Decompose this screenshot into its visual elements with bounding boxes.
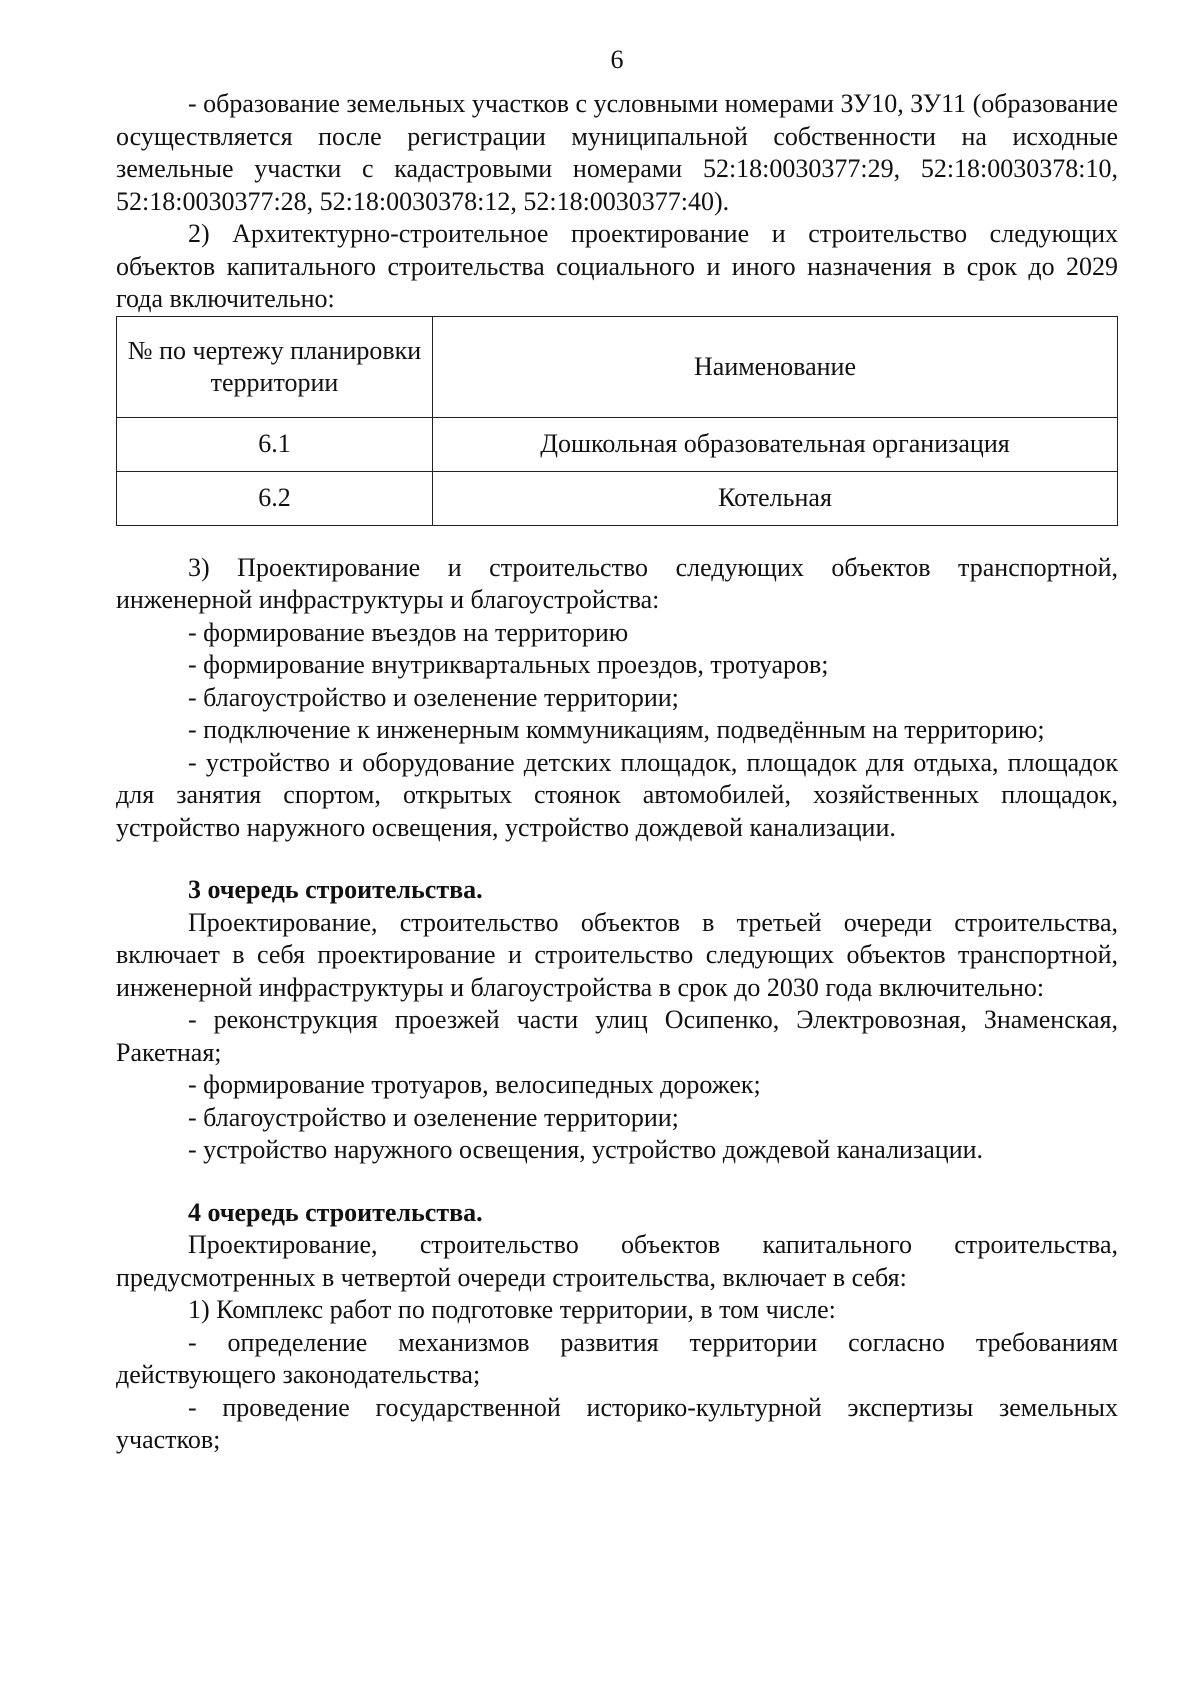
list-item: - формирование въездов на территорию xyxy=(188,617,629,647)
stage-4-item-1: 1) Комплекс работ по подготовке территории, в том числе: xyxy=(188,1295,836,1324)
table-row xyxy=(117,417,1118,471)
objects-table xyxy=(116,316,1118,526)
table-header-number: № по чертежу планировки территории xyxy=(117,316,433,417)
list-item: - формирование внутриквартальных проездов, тротуаров; xyxy=(188,650,829,679)
stage-4-heading: 4 очередь строительства. xyxy=(188,1197,483,1227)
table-header-name: Наименование xyxy=(433,316,1118,417)
list-item: - устройство и оборудование детских площадок, площадок для отдыха, площадок для занятия спортом, открытых стоянок автомобилей, хозяйственных площадок, устройство наружного освещения, устройство дождевой канализации. xyxy=(116,747,1118,842)
section-spacer xyxy=(116,1167,1118,1197)
list-item: - формирование тротуаров, велосипедных дорожек; xyxy=(188,1070,761,1099)
list-item: - реконструкция проезжей части улиц Осипенко, Электровозная, Знаменская, Ракетная; xyxy=(116,1005,1118,1067)
list-item: - подключение к инженерным коммуникациям, подведённым на территорию; xyxy=(188,715,1045,744)
table-cell-name: Котельная xyxy=(433,471,1118,525)
item-3-intro: 3) Проектирование и строительство следующих объектов транспортной, инженерной инфраструктуры и благоустройства: xyxy=(116,552,1118,614)
section-spacer xyxy=(116,844,1118,874)
list-item: - благоустройство и озеленение территории; xyxy=(188,682,679,712)
list-item: - определение механизмов развития территории согласно требованиям действующего законодательства; xyxy=(116,1327,1118,1389)
table-cell-number: 6.1 xyxy=(117,417,433,471)
list-item: - благоустройство и озеленение территории; xyxy=(188,1102,679,1132)
list-item: - проведение государственной историко-культурной экспертизы земельных участков; xyxy=(116,1392,1118,1454)
table-cell-name: Дошкольная образовательная организация xyxy=(433,417,1118,471)
page-number: 6 xyxy=(610,45,624,74)
item-2-paragraph: 2) Архитектурно-строительное проектирование и строительство следующих объектов капитального строительства социального и иного назначения в срок до 2029 года включительно: xyxy=(116,219,1118,313)
table-cell-number: 6.2 xyxy=(117,471,433,525)
stage-3-intro: Проектирование, строительство объектов в третьей очереди строительства, включает в себя проектирование и строительство следующих объектов транспортной, инженерной инфраструктуры и благоустройства в срок до 2030 года включительно: xyxy=(116,907,1118,1002)
table-header-row xyxy=(117,316,1118,417)
stage-4-intro: Проектирование, строительство объектов капитального строительства, предусмотренных в четвертой очереди строительства, включает в себя: xyxy=(116,1230,1118,1292)
stage-3-heading: 3 очередь строительства. xyxy=(188,875,483,904)
land-plots-item: - образование земельных участков с условными номерами ЗУ10, ЗУ11 (образование осуществляется после регистрации муниципальной собственности на исходные земельные участки с кадастровыми номерами 52:18:0030377:29, 52:18:0030378:10, 52:18:0030377:28, 52:18:0030378:12, 52:18:0030377:40). xyxy=(116,89,1118,216)
list-item: - устройство наружного освещения, устройство дождевой канализации. xyxy=(188,1135,984,1164)
table-row xyxy=(117,471,1118,525)
